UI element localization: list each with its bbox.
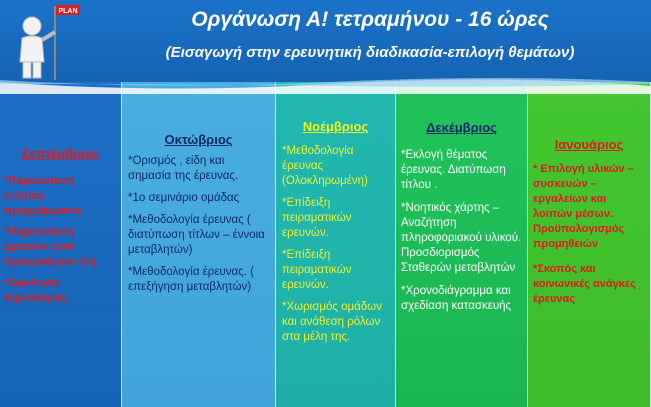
list-item: *Παρουσίαση ετήσιου προγράμματος [4,175,83,217]
list-item: *Ορολογία τεχνολογίας [4,277,68,304]
list-item: *Μεθοδολογία έρευνας ( διατύπωση τίτλων – έννοια μεταβλητών) [128,214,265,256]
list-item: *Παρουσίαση ερευνών από προηγούμενα έτη [4,226,97,268]
list-item: *Σκοπός και κοινωνικές ανάγκες έρευνας [533,263,636,305]
column-december [396,82,528,407]
month-heading: Δεκέμβριος [426,120,497,135]
presenter-figure-icon [2,2,82,82]
list-item: *Επίδειξη πειραματικών ερευνών. [282,197,352,239]
column-january [528,82,651,407]
list-item: *Επίδειξη πειραματικών ερευνών. [282,249,352,291]
column-october [122,82,276,407]
decorative-wave [0,72,651,94]
sign-label: PLAN [58,8,78,15]
list-item: *Μεθοδολογία έρευνας (Ολοκληρωμένη) [282,145,368,187]
header-banner [0,0,651,82]
month-heading: Οκτώβριος [164,132,233,147]
month-heading: Ιανουάριος [554,137,624,152]
column-september [0,82,122,407]
list-item: *Χωρισμός ομάδων και ανάθεση ρόλων στα μέλη της. [282,301,382,343]
list-item: *1ο σεμινάριο ομάδας [128,192,240,204]
list-item: *Μεθοδολογία έρευνας. ( επεξήγηση μεταβλητών) [128,266,254,293]
month-heading: Σεπτέμβριος [21,146,100,161]
list-item: *Νοητικός χάρτης – Αναζήτηση πληροφοριακού υλικού. Προσδιορισμός Σταθερών μεταβλητών [401,202,522,274]
page-title: Οργάνωση Α! τετραμήνου - 16 ώρες [191,8,549,31]
page-subtitle: (Εισαγωγή στην ερευνητική διαδικασία-επιλογή θεμάτων) [165,44,575,61]
list-item: *Ορισμός , είδη και σημασία της έρευνας. [128,155,239,182]
list-item: *Εκλογή θέματος έρευνας. Διατύπωση τίτλου . [401,149,506,191]
list-item: * Επιλογή υλικών – συσκευών – εργαλείων και λοιπών μέσων. Προϋπολογισμός προμηθειών [533,163,634,250]
list-item: *Χρονοδιάγραμμα και σχεδίαση κατασκευής [401,285,512,312]
column-november [276,82,396,407]
month-heading: Νοέμβριος [302,119,369,134]
